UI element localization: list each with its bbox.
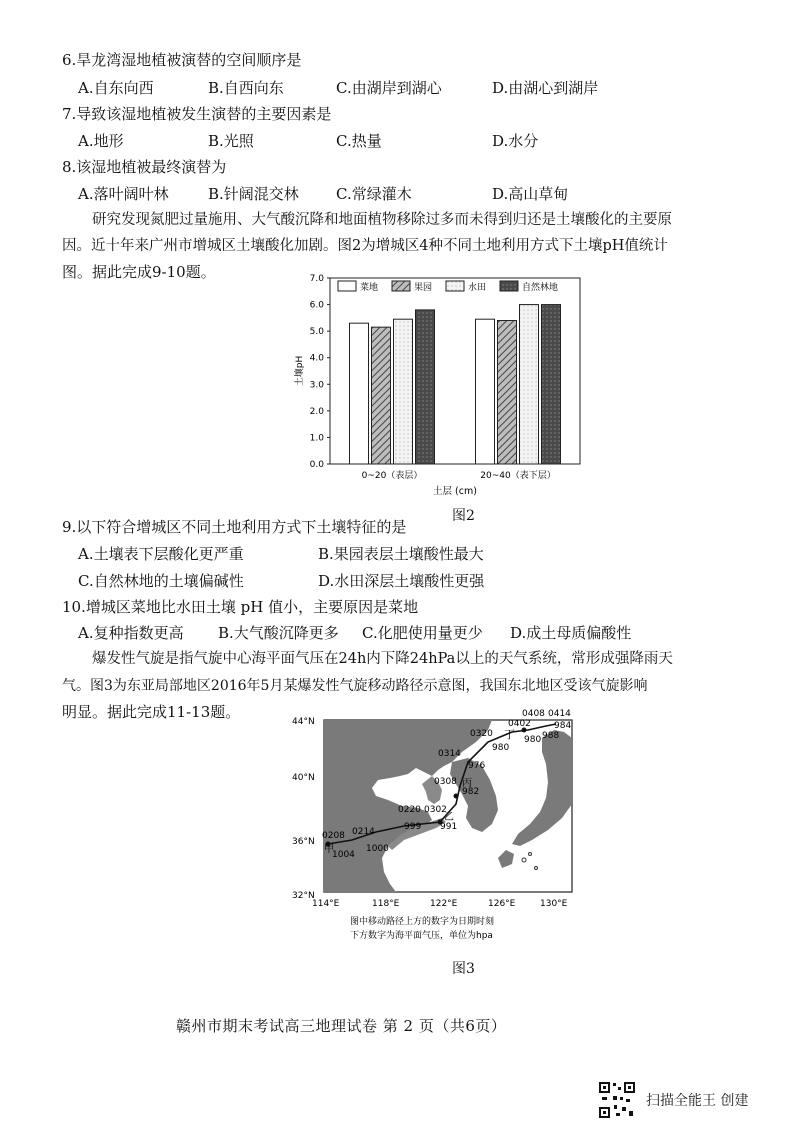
q10-option-b: B.大气酸沉降更多 (218, 624, 339, 642)
path-time-0414: 0414 (548, 709, 571, 719)
passage1-line1: 研究发现氮肥过量施用、大气酸沉降和地面植物移除过多而未得到归还是土壤酸化的主要原 (92, 212, 672, 228)
path-time-0320: 0320 (470, 729, 493, 739)
bar-1-1 (498, 321, 517, 464)
q7-option-c: C.热量 (336, 132, 382, 150)
path-pressure-1004: 1004 (332, 850, 355, 860)
q9-option-d: D.水田深层土壤酸性更强 (318, 572, 485, 590)
cyclone-track-map (292, 708, 582, 958)
path-pressure-976: 976 (468, 761, 486, 771)
q8-stem: 8.该湿地植被最终演替为 (62, 158, 227, 176)
q7-option-d: D.水分 (492, 132, 539, 150)
q10-option-c: C.化肥使用量更少 (362, 624, 483, 642)
q6-option-b: B.自西向东 (208, 79, 284, 97)
path-time-0402: 0402 (508, 719, 531, 729)
label-yi: 乙 (444, 812, 454, 823)
q8-option-a: A.落叶阔叶林 (78, 185, 169, 203)
y-tick-label: 0.0 (309, 460, 324, 470)
x-axis-label: 土层 (cm) (433, 486, 477, 497)
lon-118e: 118°E (372, 899, 400, 909)
bar-2-0 (394, 319, 413, 464)
path-time-0220: 0220 (398, 805, 421, 815)
path-pressure-1000: 1000 (366, 844, 389, 854)
q10-stem: 10.增城区菜地比水田土壤 pH 值小，主要原因是菜地 (62, 598, 419, 616)
y-tick-label: 7.0 (309, 274, 324, 284)
path-time-0308: 0308 (434, 777, 457, 787)
path-time-0214: 0214 (352, 827, 375, 837)
q6-option-a: A.自东向西 (78, 79, 154, 97)
x-category-label: 20~40（表下层） (480, 471, 556, 481)
lat-36n: 36°N (292, 837, 315, 847)
qr-code-icon (598, 1081, 636, 1119)
q6-stem: 6.旱龙湾湿地植被演替的空间顺序是 (62, 51, 302, 69)
q8-option-c: C.常绿灌木 (336, 185, 412, 203)
passage1-line3: 图。据此完成9-10题。 (62, 263, 216, 281)
y-tick-label: 4.0 (309, 353, 324, 364)
q8-option-d: D.高山草甸 (492, 185, 569, 203)
label-jia: 甲 (324, 844, 334, 855)
q6-option-d: D.由湖心到湖岸 (492, 79, 599, 97)
passage2-line1: 爆发性气旋是指气旋中心海平面气压在24h内下降24hPa以上的天气系统，常形成强降雨天 (92, 651, 673, 667)
legend-label: 水田 (468, 283, 487, 293)
bar-0-1 (476, 319, 495, 464)
figure3-caption: 图3 (452, 961, 475, 977)
legend-swatch (500, 281, 518, 291)
label-bing: 丙 (462, 778, 472, 789)
y-tick-label: 5.0 (309, 327, 324, 338)
y-tick-label: 6.0 (309, 300, 324, 311)
x-category-label: 0~20（表层） (361, 471, 423, 481)
q7-option-a: A.地形 (78, 132, 124, 150)
path-time-0314: 0314 (438, 749, 461, 759)
soil-ph-bar-chart (290, 268, 590, 498)
path-pressure-980: 980 (492, 743, 510, 753)
path-time-0302: 0302 (424, 805, 447, 815)
lat-44n: 44°N (292, 717, 315, 727)
q8-option-b: B.针阔混交林 (208, 185, 299, 203)
y-axis-label: 土壤pH (295, 355, 305, 387)
bar-1-0 (372, 327, 391, 464)
path-pressure-982: 982 (462, 787, 480, 797)
q7-option-b: B.光照 (208, 132, 254, 150)
scanner-watermark: 扫描全能王 创建 (646, 1093, 749, 1109)
track-point-bing (454, 794, 459, 799)
lon-130e: 130°E (540, 899, 568, 909)
q6-option-c: C.由湖岸到湖心 (336, 79, 442, 97)
lon-122e: 122°E (430, 899, 458, 909)
q9-stem: 9.以下符合增城区不同土地利用方式下土壤特征的是 (62, 518, 407, 536)
path-pressure-999: 999 (404, 822, 422, 832)
legend-label: 果园 (414, 283, 433, 293)
map-note-line2: 下方数字为海平面气压，单位为hpa (350, 931, 493, 941)
legend-swatch (338, 281, 356, 291)
bar-0-0 (350, 323, 369, 464)
legend-swatch (446, 281, 464, 291)
path-time-0408: 0408 (522, 709, 545, 719)
q9-option-a: A.土壤表下层酸化更严重 (78, 545, 244, 563)
q10-option-a: A.复种指数更高 (78, 624, 184, 642)
q10-option-d: D.成土母质偏酸性 (510, 624, 632, 642)
passage2-line3: 明显。据此完成11-13题。 (62, 703, 241, 721)
q9-option-b: B.果园表层土壤酸性最大 (318, 545, 484, 563)
passage2-line2: 气。图3为东亚局部地区2016年5月某爆发性气旋移动路径示意图，我国东北地区受该气旋影响 (62, 678, 648, 694)
path-pressure-991: 991 (440, 822, 458, 832)
path-pressure-980b: 980 (524, 735, 542, 745)
lon-114e: 114°E (312, 899, 340, 909)
map-note-line1: 图中移动路径上方的数字为日期时刻 (350, 917, 495, 927)
passage1-line2: 因。近十年来广州市增城区土壤酸化加剧。图2为增城区4种不同土地利用方式下土壤pH值统计 (62, 238, 668, 254)
y-tick-label: 3.0 (309, 380, 324, 391)
path-pressure-984: 984 (554, 721, 572, 731)
lon-126e: 126°E (488, 899, 516, 909)
bar-3-1 (542, 305, 561, 464)
path-time-0208: 0208 (322, 831, 345, 841)
bar-2-1 (520, 305, 539, 464)
figure2-caption: 图2 (452, 508, 475, 524)
lat-40n: 40°N (292, 773, 315, 783)
bar-3-0 (416, 310, 435, 464)
legend-label: 自然林地 (522, 283, 559, 293)
legend-label: 菜地 (360, 283, 379, 293)
path-pressure-988: 988 (542, 731, 560, 741)
label-ding: 丁 (504, 728, 515, 741)
y-tick-label: 1.0 (309, 433, 324, 444)
page-footer: 赣州市期末考试高三地理试卷 第 2 页（共6页） (176, 1017, 507, 1035)
lat-32n: 32°N (292, 891, 315, 901)
legend-swatch (392, 281, 410, 291)
q9-option-c: C.自然林地的土壤偏碱性 (78, 572, 244, 590)
q7-stem: 7.导致该湿地植被发生演替的主要因素是 (62, 105, 332, 123)
y-tick-label: 2.0 (309, 406, 324, 417)
